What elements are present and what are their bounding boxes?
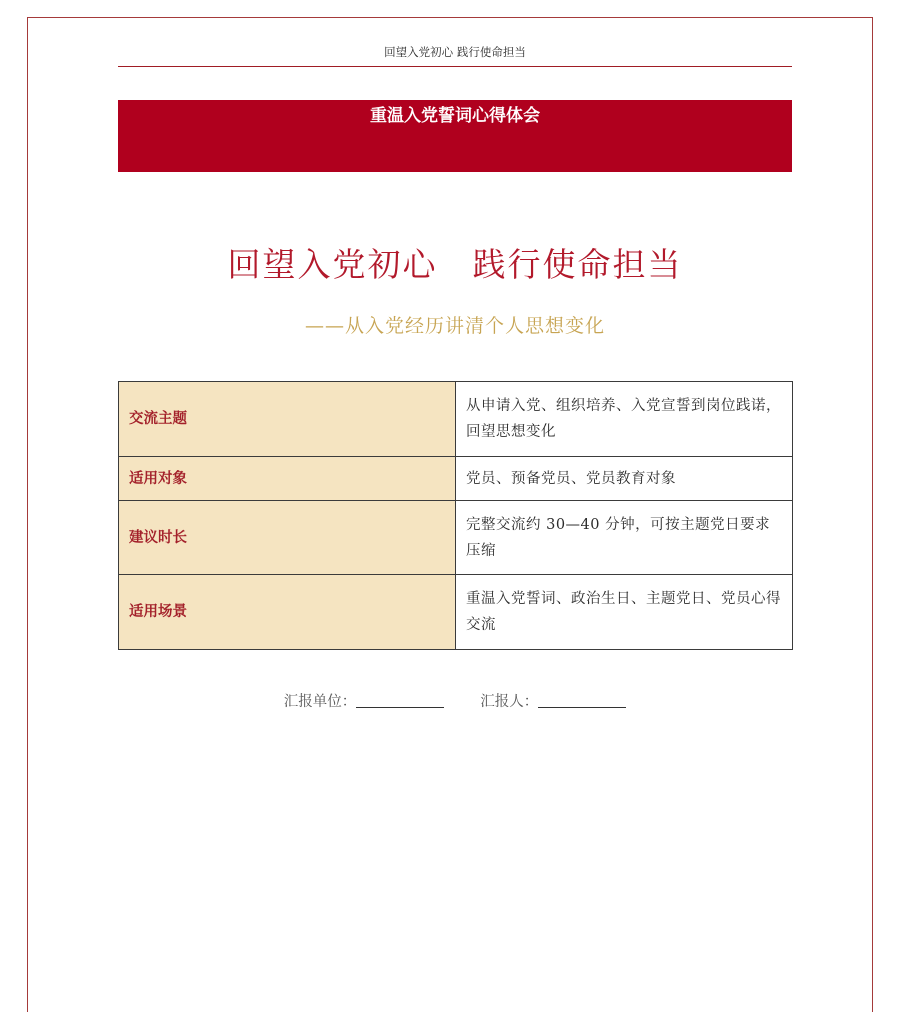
table-row [119,382,793,457]
table-value-cell: 完整交流约 30—40 分钟，可按主题党日要求压缩 [456,501,793,575]
table-row [119,501,793,575]
info-table [118,381,793,650]
page-title: 回望入党初心 践行使命担当 [227,245,683,284]
banner-title: 重温入党誓词心得体会 [370,106,540,126]
unit-blank-field[interactable] [356,691,444,708]
page-subtitle: ——从入党经历讲清个人思想变化 [304,315,605,337]
title-banner [118,100,792,172]
running-header-title: 回望入党初心 践行使命担当 [384,45,526,59]
reporter-blank-field[interactable] [538,691,626,708]
table-row [119,575,793,650]
table-label-cell: 适用场景 [119,575,456,650]
table-value-cell: 党员、预备党员、党员教育对象 [456,457,793,501]
table-label-cell: 建议时长 [119,501,456,575]
reporter-label: 汇报人： [480,694,539,710]
unit-label: 汇报单位： [283,694,357,710]
running-header [118,44,792,67]
table-label-cell: 交流主题 [119,382,456,457]
table-value-cell: 重温入党誓词、政治生日、主题党日、党员心得交流 [456,575,793,650]
table-row [119,457,793,501]
table-value-cell: 从申请入党、组织培养、入党宣誓到岗位践诺，回望思想变化 [456,382,793,457]
signature-line [118,690,792,714]
table-label-cell: 适用对象 [119,457,456,501]
